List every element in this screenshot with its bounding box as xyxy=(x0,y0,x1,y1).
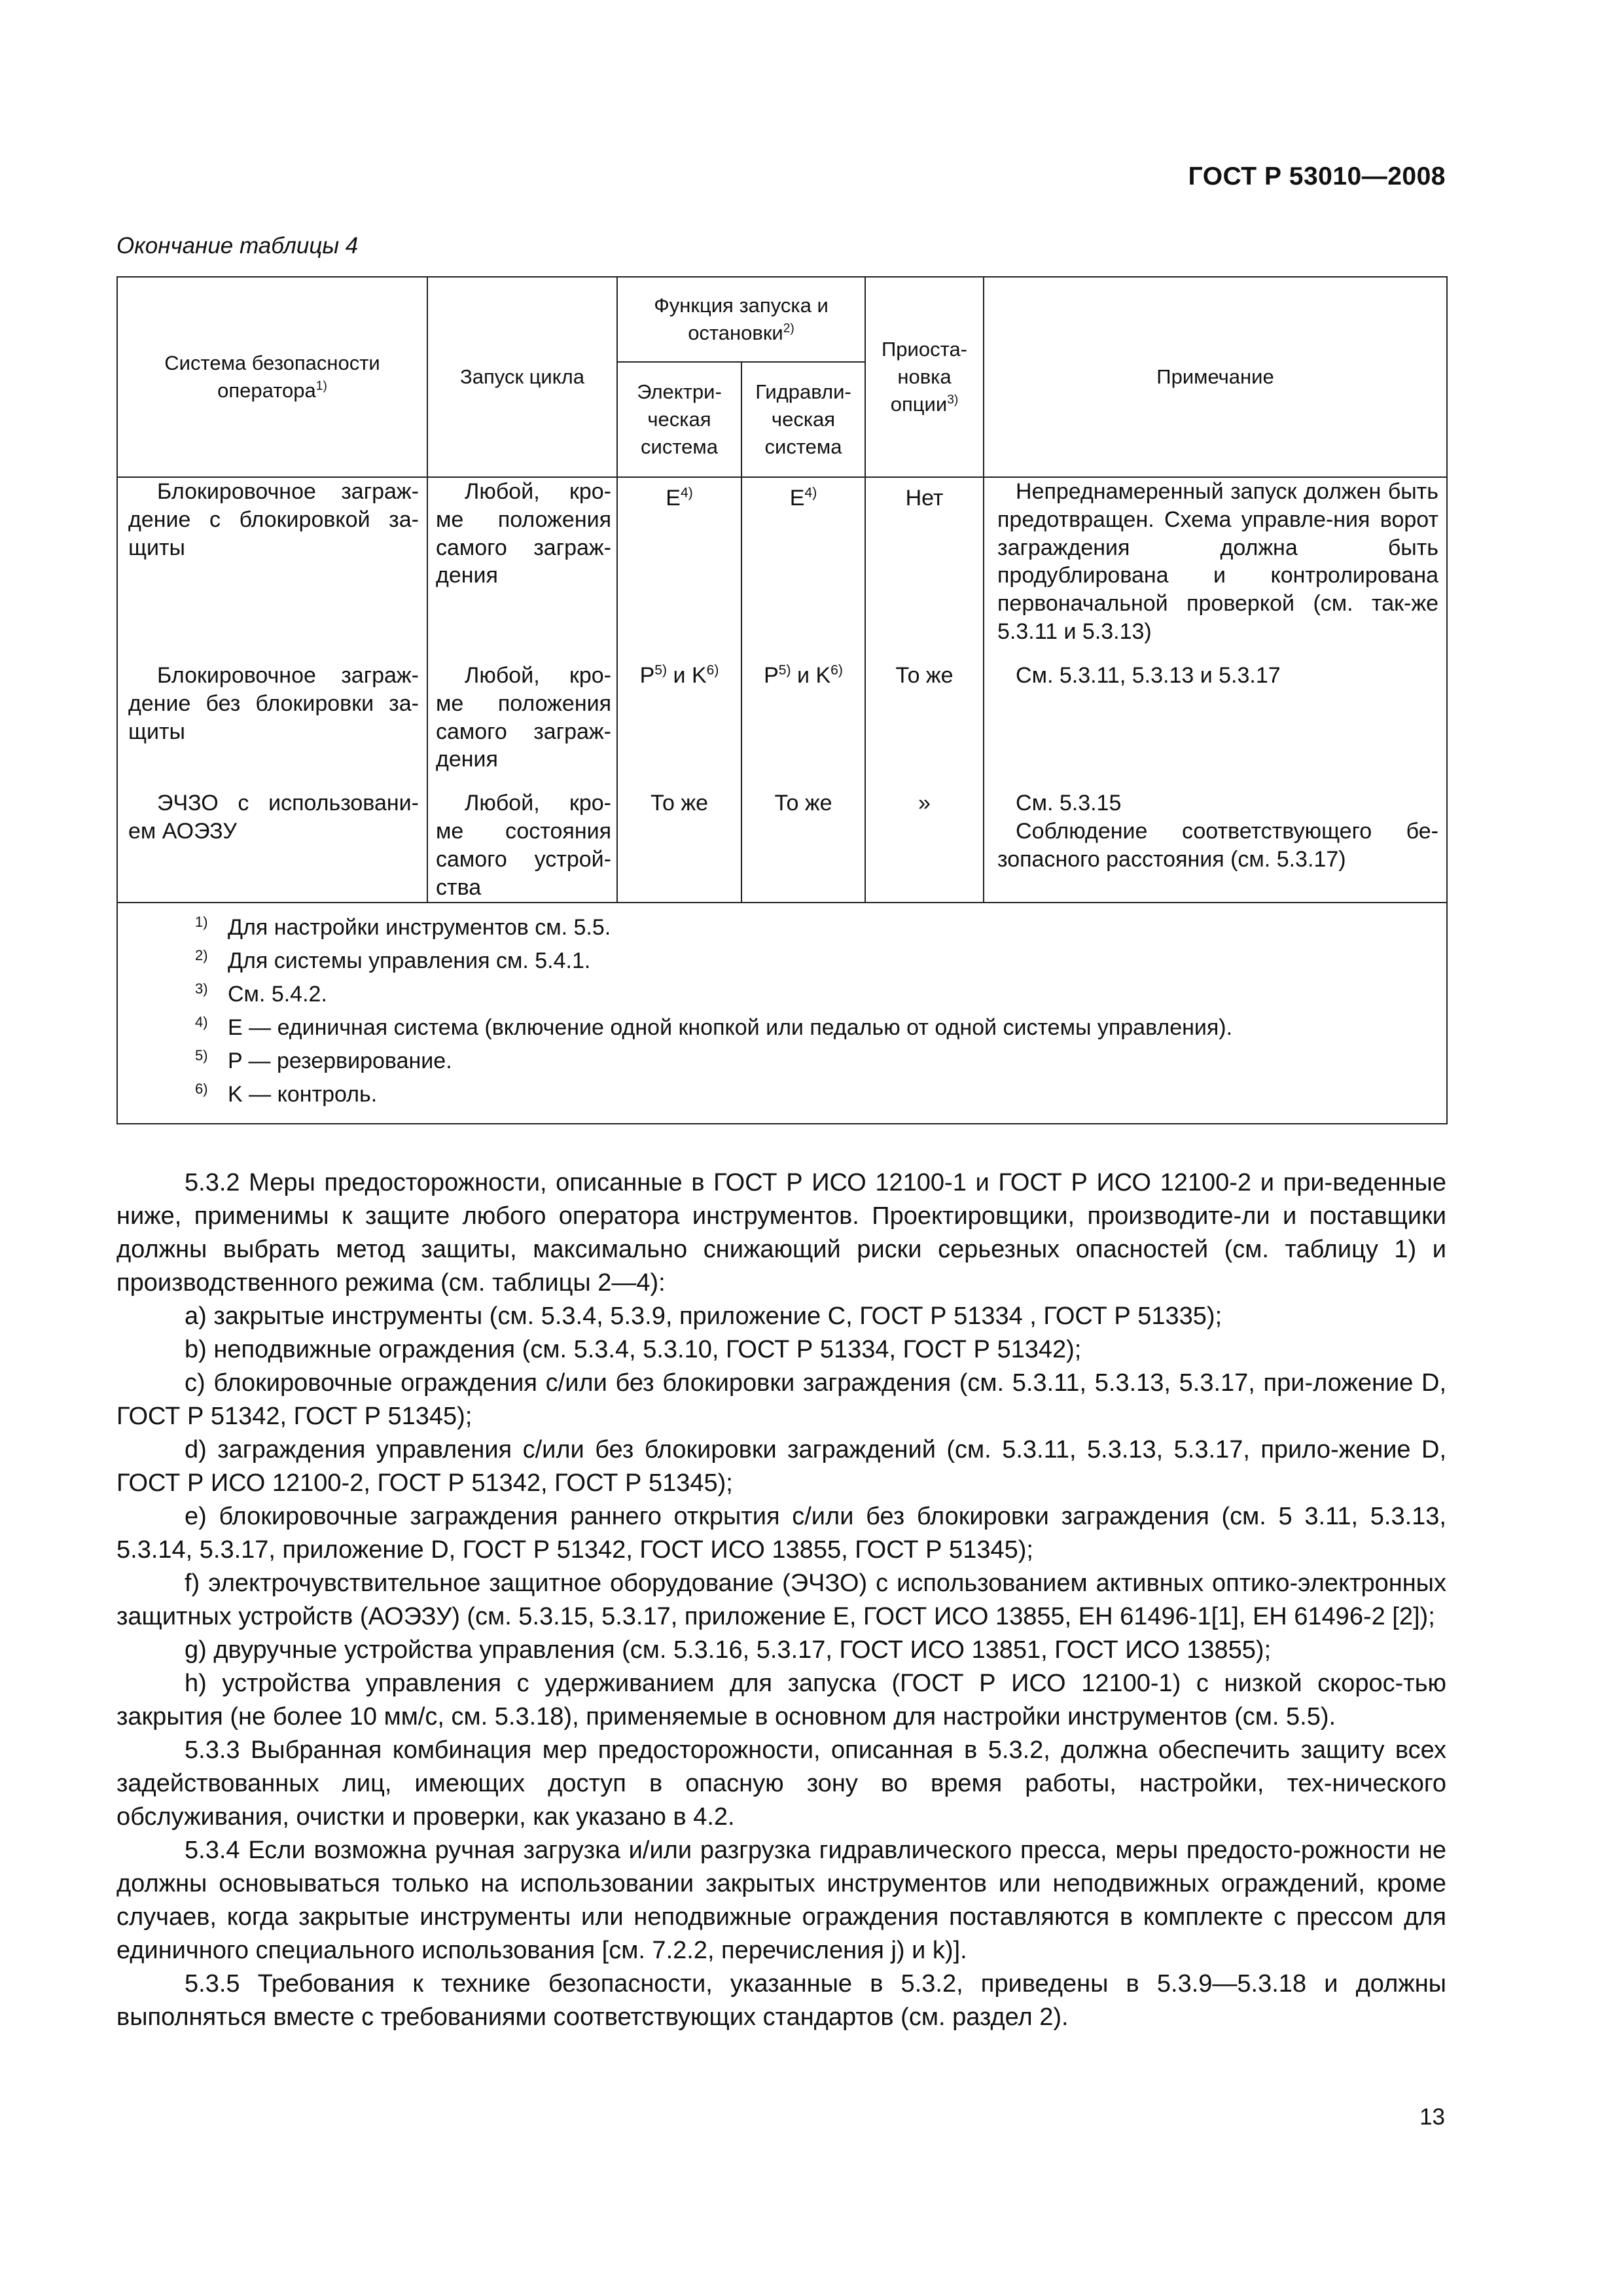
table-row xyxy=(117,662,1447,774)
cell-note-text: Непреднамеренный запуск должен быть предотвращен. Схема управле-ния ворот заграждения должна быть продублирована и контролирована первоначальной проверкой (см. так-же 5.3.11 и 5.3.13) xyxy=(997,479,1439,645)
footnote-mark: 6) xyxy=(195,1080,208,1097)
header-function-text: Функция запуска и остановки xyxy=(654,293,829,344)
cell-start-text: Любой, кро-ме положения самого заграж-дения xyxy=(436,479,611,588)
table-row-spacer xyxy=(117,774,1447,789)
footnote xyxy=(195,1081,1433,1114)
cell-hydraulic xyxy=(741,477,865,646)
paragraph: 5.3.5 Требования к технике безопасности, указанные в 5.3.2, приведены в 5.3.9—5.3.18 и должны выполняться вместе с требованиями соответствующих стандартов (см. раздел 2). xyxy=(116,1970,1446,2031)
footnote xyxy=(195,1047,1433,1081)
header-system-text: Система безопасности оператора xyxy=(164,351,380,402)
cell-start xyxy=(427,662,617,774)
list-item: d) заграждения управления с/или без блокировки заграждений (см. 5.3.11, 5.3.13, 5.3.17, прило-жение D, ГОСТ Р ИСО 12100-2, ГОСТ Р 51342, ГОСТ Р 51345); xyxy=(116,1436,1446,1497)
cell-system xyxy=(117,477,427,646)
cell-note xyxy=(984,662,1447,774)
cell-system-text: Блокировочное заграж-дение без блокировки за-щиты xyxy=(128,662,419,744)
footnote-text: P — резервирование. xyxy=(228,1048,452,1073)
table-continuation-label: Окончание таблицы 4 xyxy=(116,233,359,259)
footnote-text: K — контроль. xyxy=(228,1081,378,1107)
list-item: g) двуручные устройства управления (см. 5.3.16, 5.3.17, ГОСТ ИСО 13851, ГОСТ ИСО 13855); xyxy=(185,1636,1272,1664)
cell-electric: То же xyxy=(617,789,741,902)
cell-electric xyxy=(617,662,741,774)
footnote-mark: 4) xyxy=(195,1013,208,1030)
paragraph: 5.3.2 Меры предосторожности, описанные в ГОСТ Р ИСО 12100-1 и ГОСТ Р ИСО 12100-2 и при-веденные ниже, применимы к защите любого оператора инструментов. Проектировщики, производите-ли и поставщики должны выбрать метод защиты, максимально снижающий риски серьезных опасностей (см. таблицу 1) и производственного режима (см. таблицы 2—4): xyxy=(116,1169,1446,1297)
header-suspend-sup: 3) xyxy=(947,393,959,407)
document-standard-number: ГОСТ Р 53010—2008 xyxy=(1188,162,1446,190)
cell-start xyxy=(427,477,617,646)
table-row-spacer xyxy=(117,646,1447,662)
footnote-text: Для настройки инструментов см. 5.5. xyxy=(228,914,611,940)
list-item: h) устройства управления с удерживанием для запуска (ГОСТ Р ИСО 12100-1) с низкой скорос-тью закрытия (не более 10 мм/с, см. 5.3.18), применяемые в основном для настройки инструментов (см. 5.5). xyxy=(116,1670,1446,1731)
footnote-mark: 3) xyxy=(195,980,208,997)
paragraph: 5.3.3 Выбранная комбинация мер предосторожности, описанная в 5.3.2, должна обеспечить защиту всех задействованных лиц, имеющих доступ в опасную зону во время работы, настройки, тех-нического обслуживания, очистки и проверки, как указано в 4.2. xyxy=(116,1736,1446,1831)
body-text xyxy=(116,1166,1446,2034)
list-item: f) электрочувствительное защитное оборудование (ЭЧЗО) с использованием активных оптико-электронных защитных устройств (АОЭЗУ) (см. 5.3.15, 5.3.17, приложение E, ГОСТ ИСО 13855, ЕН 61496-1[1], ЕН 61496-2 [2]); xyxy=(116,1570,1446,1630)
footnote xyxy=(195,1014,1433,1047)
footnote-mark: 2) xyxy=(195,946,208,963)
header-suspend xyxy=(865,277,984,477)
footnote xyxy=(195,947,1433,980)
footnote-text: Для системы управления см. 5.4.1. xyxy=(228,948,591,973)
cell-note-text: См. 5.3.11, 5.3.13 и 5.3.17 xyxy=(1016,662,1281,688)
cell-electric-p-sup: 5) xyxy=(654,662,668,678)
cell-system xyxy=(117,789,427,902)
footnotes-cell xyxy=(117,903,1447,1124)
cell-hydraulic-text: E xyxy=(789,486,805,511)
cell-hydraulic-and: и xyxy=(797,662,810,688)
paragraph: 5.3.4 Если возможна ручная загрузка и/или разгрузка гидравлического пресса, меры предосто-рожности не должны основываться только на использовании закрытых инструментов или неподвижных ограждений, кроме случаев, когда закрытые инструменты или неподвижные ограждения поставляются в комплекте с прессом для единичного специального использования [см. 7.2.2, перечисления j) и k)]. xyxy=(116,1837,1446,1964)
cell-electric-k-sup: 6) xyxy=(706,662,719,678)
footnote-text: E — единичная система (включение одной кнопкой или педалью от одной системы управления). xyxy=(228,1014,1233,1040)
list-item: a) закрытые инструменты (см. 5.3.4, 5.3.9, приложение C, ГОСТ Р 51334 , ГОСТ Р 51335); xyxy=(185,1302,1222,1330)
footnote xyxy=(195,914,1433,947)
cell-note-line2: Соблюдение соответствующего бе-зопасного расстояния (см. 5.3.17) xyxy=(997,819,1439,872)
header-system xyxy=(117,277,427,477)
footnote-text: См. 5.4.2. xyxy=(228,981,327,1007)
cell-note-line1: См. 5.3.15 xyxy=(1016,791,1122,816)
cell-hydraulic-sup: 4) xyxy=(804,485,817,501)
list-item: c) блокировочные ограждения с/или без блокировки заграждения (см. 5.3.11, 5.3.13, 5.3.17, при-ложение D, ГОСТ Р 51342, ГОСТ Р 51345); xyxy=(116,1369,1446,1430)
header-function-sup: 2) xyxy=(783,321,794,336)
cell-system-text: ЭЧЗО с использовани-ем АОЭЗУ xyxy=(128,791,419,844)
cell-suspend: Нет xyxy=(865,477,984,646)
cell-start-text: Любой, кро-ме состояния самого устрой-ства xyxy=(436,791,611,900)
footnote-mark: 5) xyxy=(195,1047,208,1064)
cell-suspend: » xyxy=(865,789,984,902)
cell-hydraulic-p-sup: 5) xyxy=(778,662,791,678)
header-function xyxy=(617,277,865,362)
cell-suspend: То же xyxy=(865,662,984,774)
cell-hydraulic-k: K xyxy=(815,662,831,688)
cell-note xyxy=(984,789,1447,902)
cell-note xyxy=(984,477,1447,646)
cell-hydraulic xyxy=(741,662,865,774)
safety-systems-table xyxy=(116,276,1448,1124)
list-item: b) неподвижные ограждения (см. 5.3.4, 5.3.10, ГОСТ Р 51334, ГОСТ Р 51342); xyxy=(185,1336,1082,1363)
cell-electric-p: P xyxy=(639,662,655,688)
cell-electric xyxy=(617,477,741,646)
cell-hydraulic-k-sup: 6) xyxy=(830,662,843,678)
table-row xyxy=(117,789,1447,902)
cell-system-text: Блокировочное заграж-дение с блокировкой за-щиты xyxy=(128,479,419,560)
cell-electric-sup: 4) xyxy=(680,485,693,501)
list-item: e) блокировочные заграждения раннего открытия с/или без блокировки заграждения (см. 5 3.11, 5.3.13, 5.3.14, 5.3.17, приложение D, ГОСТ Р 51342, ГОСТ ИСО 13855, ГОСТ Р 51345); xyxy=(116,1503,1446,1564)
footnotes-row xyxy=(117,903,1447,1124)
cell-electric-text: E xyxy=(666,486,681,511)
cell-hydraulic-p: P xyxy=(764,662,779,688)
header-hydraulic: Гидравли-ческая система xyxy=(741,362,865,477)
footnote xyxy=(195,980,1433,1014)
header-start-cycle: Запуск цикла xyxy=(427,277,617,477)
header-system-sup: 1) xyxy=(315,379,327,393)
cell-electric-and: и xyxy=(673,662,686,688)
page-number: 13 xyxy=(1419,2104,1445,2130)
header-electric: Электри-ческая система xyxy=(617,362,741,477)
footnote-mark: 1) xyxy=(195,913,208,930)
table-row xyxy=(117,477,1447,646)
cell-electric-k: K xyxy=(691,662,707,688)
header-note: Примечание xyxy=(984,277,1447,477)
header-suspend-text: Приоста-новка опции xyxy=(882,337,968,416)
cell-system xyxy=(117,662,427,774)
cell-start-text: Любой, кро-ме положения самого заграж-дения xyxy=(436,662,611,772)
cell-hydraulic: То же xyxy=(741,789,865,902)
cell-start xyxy=(427,789,617,902)
